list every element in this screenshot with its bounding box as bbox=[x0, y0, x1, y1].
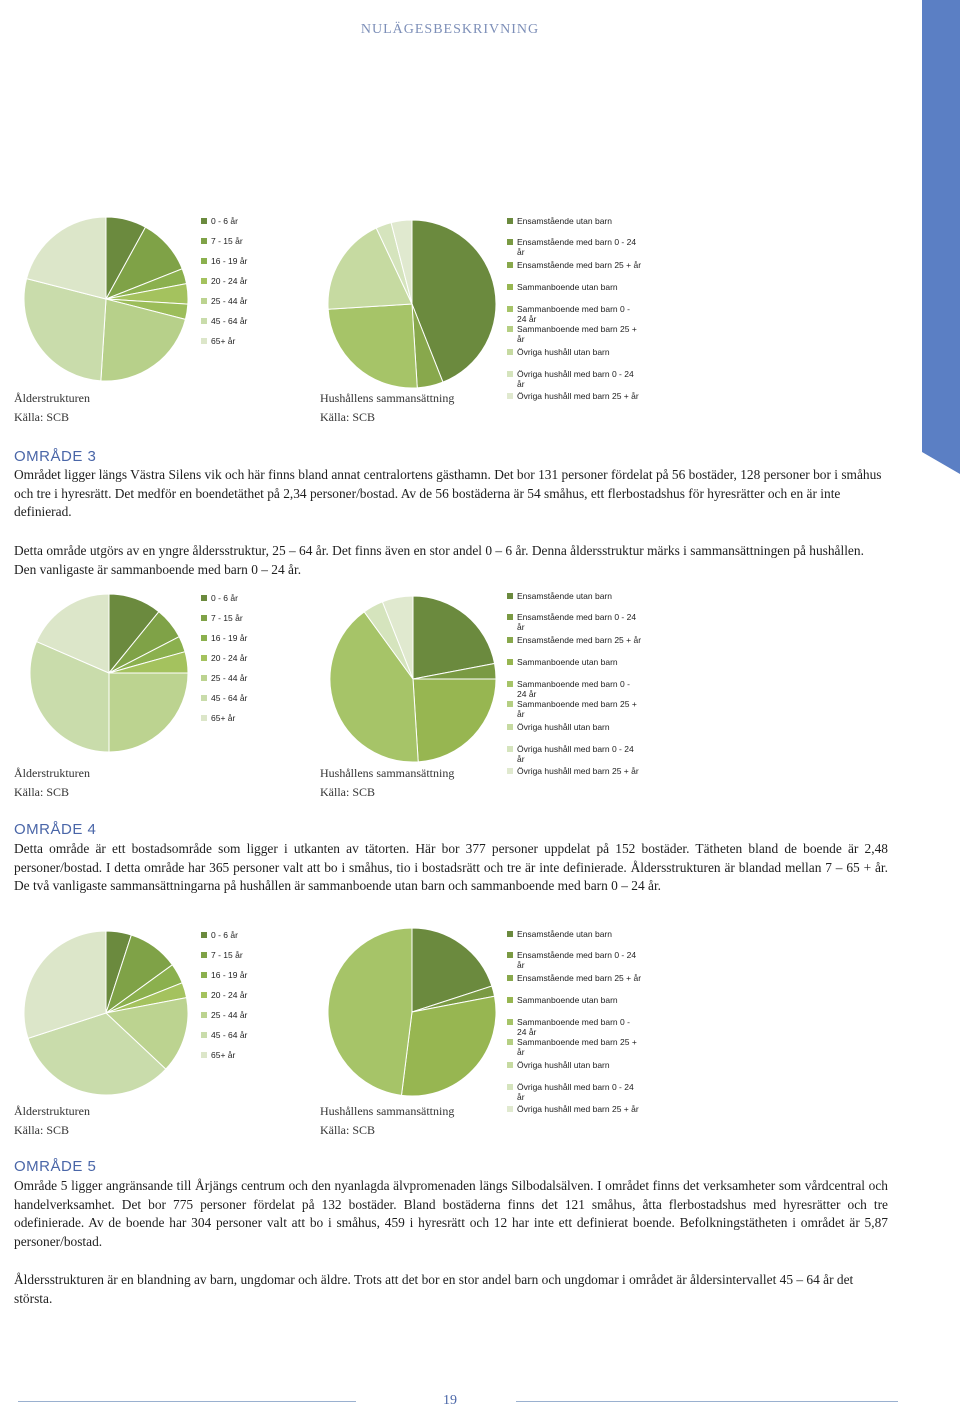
legend-swatch bbox=[507, 306, 513, 312]
legend-label: Övriga hushåll med barn 0 - 24 bbox=[517, 743, 634, 754]
legend-label: 0 - 6 år bbox=[211, 592, 238, 603]
legend-label: Sammanboende med barn 0 - bbox=[517, 678, 630, 689]
legend-item bbox=[507, 928, 612, 939]
legend-swatch bbox=[201, 278, 207, 284]
paragraph: Området ligger längs Västra Silens vik och här finns bland annat centralortens gästhamn. Det bor 131 personer fördelat på 56 bostäder, 128 personer bor i småhus och tre i hyresrätt. Det medför en boendetäthet på 2,34 personer/bostad. Av de 56 bostäderna är 54 småhus, ett flerbostadshus för hyresrätter och en är inte definierad. bbox=[14, 467, 882, 519]
legend-item bbox=[201, 255, 247, 266]
legend-item bbox=[507, 1081, 634, 1102]
legend-item bbox=[507, 1016, 630, 1037]
legend-item bbox=[507, 698, 637, 719]
household-pie-chart-area-3 bbox=[328, 594, 498, 764]
section-title-area-3: OMRÅDE 3 bbox=[14, 448, 97, 465]
legend-label-continued: år bbox=[517, 753, 525, 764]
legend-swatch bbox=[201, 1032, 207, 1038]
legend-item bbox=[201, 295, 247, 306]
legend-label: 65+ år bbox=[211, 712, 236, 723]
legend-item bbox=[507, 323, 637, 344]
legend-label: Ensamstående med barn 0 - 24 bbox=[517, 236, 637, 247]
legend-swatch bbox=[507, 975, 513, 981]
legend-label: Ensamstående med barn 25 + år bbox=[517, 634, 642, 645]
legend-swatch bbox=[507, 593, 513, 599]
legend-label: 0 - 6 år bbox=[211, 929, 238, 940]
source-label: Källa: SCB bbox=[14, 1123, 70, 1137]
legend-label: 20 - 24 år bbox=[211, 652, 248, 663]
legend-label: Ensamstående med barn 25 + år bbox=[517, 972, 642, 983]
legend-swatch bbox=[201, 318, 207, 324]
legend-item bbox=[507, 721, 610, 732]
legend-item bbox=[507, 281, 618, 292]
household-pie-chart-area-4 bbox=[326, 926, 498, 1098]
legend-swatch bbox=[507, 284, 513, 290]
age-chart-title: Ålderstrukturen bbox=[14, 391, 90, 405]
chart-caption bbox=[14, 1102, 90, 1140]
legend-item bbox=[201, 235, 243, 246]
legend-label: Sammanboende med barn 0 - bbox=[517, 303, 630, 314]
legend-item bbox=[507, 590, 612, 601]
legend-label: Övriga hushåll med barn 25 + år bbox=[517, 1103, 639, 1114]
legend-swatch bbox=[201, 715, 207, 721]
legend-item bbox=[201, 969, 247, 980]
legend-label: Ensamstående med barn 0 - 24 bbox=[517, 611, 637, 622]
legend-item bbox=[507, 994, 618, 1005]
chart-caption bbox=[14, 389, 90, 427]
legend-label: 25 - 44 år bbox=[211, 1009, 248, 1020]
legend-label: Sammanboende med barn 25 + bbox=[517, 698, 637, 709]
legend-label: 16 - 19 år bbox=[211, 969, 248, 980]
legend-label: 45 - 64 år bbox=[211, 692, 248, 703]
legend-swatch bbox=[507, 931, 513, 937]
legend-label-continued: 24 år bbox=[517, 313, 537, 324]
legend-label-continued: år bbox=[517, 621, 525, 632]
legend-item bbox=[201, 1029, 247, 1040]
legend-label: 45 - 64 år bbox=[211, 315, 248, 326]
legend-swatch bbox=[507, 637, 513, 643]
paragraph: Område 5 ligger angränsande till Årjängs centrum och den nyanlagda älvpromenaden längs Silbodalsälven. I området finns det verksamheter som vårdcentral och handelverksamhet. Det bor 775 personer fördelat på 132 bostäder. Bland bostäderna finns det 121 småhus, åtta flerbostadshus med hyresrätter och tre odefinierade. Av de boende har 304 personer valt att bo i småhus, 459 i hyresrätt och 12 har inte ett definierat boende. Befolkningstätheten i området är 5,87 personer/bostad. bbox=[14, 1178, 888, 1249]
legend-item bbox=[507, 303, 630, 324]
legend-swatch bbox=[201, 1052, 207, 1058]
legend-item bbox=[507, 259, 641, 270]
legend-swatch bbox=[507, 371, 513, 377]
chart-caption bbox=[320, 764, 454, 802]
source-label: Källa: SCB bbox=[320, 1123, 376, 1137]
legend-swatch bbox=[201, 258, 207, 264]
legend-item bbox=[507, 236, 636, 257]
legend-label: Ensamstående utan barn bbox=[517, 928, 612, 939]
legend-label: Övriga hushåll med barn 25 + år bbox=[517, 765, 639, 776]
legend-label: Övriga hushåll utan barn bbox=[517, 721, 610, 732]
legend-item bbox=[507, 346, 610, 357]
household-legend bbox=[507, 928, 657, 1118]
legend-label-continued: 24 år bbox=[517, 1026, 537, 1037]
legend-item bbox=[507, 634, 641, 645]
legend-label: 20 - 24 år bbox=[211, 989, 248, 1000]
legend-item bbox=[507, 743, 634, 764]
paragraph: Detta område är ett bostadsområde som ligger i utkanten av tätorten. Här bor 377 personer uppdelat på 152 bostäder. Tätheten bland de boende är 2,48 personer/bostad. I detta område har 365 personer valt att bo i småhus, tio i bostadsrätt och tre är inte definierade. Åldersstrukturen är blandad mellan 7 – 65 + år. De två vanligaste sammansättningarna på hushållen är sammanboende utan barn och sammanboende med barn 0 – 24 år. bbox=[14, 841, 888, 893]
age-pie-chart-area-4 bbox=[22, 929, 190, 1097]
legend-label: Övriga hushåll utan barn bbox=[517, 346, 610, 357]
legend-item bbox=[507, 390, 639, 401]
legend-label: Sammanboende utan barn bbox=[517, 281, 618, 292]
legend-item bbox=[201, 632, 247, 643]
legend-label: 25 - 44 år bbox=[211, 295, 248, 306]
legend-item bbox=[201, 612, 243, 623]
chart-caption bbox=[320, 1102, 454, 1140]
pie-slice bbox=[328, 304, 417, 388]
legend-label: Sammanboende med barn 25 + bbox=[517, 1036, 637, 1047]
legend-label: Ensamstående utan barn bbox=[517, 590, 612, 601]
legend-swatch bbox=[507, 614, 513, 620]
legend-item bbox=[201, 712, 235, 723]
legend-label-continued: år bbox=[517, 708, 525, 719]
legend-swatch bbox=[507, 681, 513, 687]
legend-swatch bbox=[507, 997, 513, 1003]
legend-swatch bbox=[201, 615, 207, 621]
pie-slice bbox=[413, 679, 496, 762]
source-label: Källa: SCB bbox=[14, 410, 70, 424]
legend-swatch bbox=[201, 655, 207, 661]
legend-label: Sammanboende utan barn bbox=[517, 656, 618, 667]
legend-label: 0 - 6 år bbox=[211, 215, 238, 226]
legend-item bbox=[201, 335, 235, 346]
legend-label: 25 - 44 år bbox=[211, 672, 248, 683]
legend-swatch bbox=[507, 1062, 513, 1068]
source-label: Källa: SCB bbox=[14, 785, 70, 799]
legend-swatch bbox=[201, 695, 207, 701]
legend-label: Sammanboende med barn 25 + bbox=[517, 323, 637, 334]
legend-label-continued: år bbox=[517, 1091, 525, 1102]
legend-label: 7 - 15 år bbox=[211, 949, 243, 960]
chart-caption bbox=[320, 389, 454, 427]
legend-item bbox=[201, 949, 243, 960]
legend-item bbox=[507, 678, 630, 699]
legend-swatch bbox=[201, 972, 207, 978]
page-header: NULÄGESBESKRIVNING bbox=[360, 22, 540, 37]
household-chart-title: Hushållens sammansättning bbox=[320, 766, 455, 780]
legend-item bbox=[201, 929, 238, 940]
legend-swatch bbox=[507, 239, 513, 245]
legend-item bbox=[201, 275, 247, 286]
age-pie-chart-area-3 bbox=[28, 592, 190, 754]
legend-label: Sammanboende utan barn bbox=[517, 994, 618, 1005]
pie-slice bbox=[401, 996, 496, 1096]
legend-item bbox=[507, 972, 641, 983]
household-chart-title: Hushållens sammansättning bbox=[320, 1104, 455, 1118]
legend-item bbox=[201, 989, 247, 1000]
legend-item bbox=[507, 215, 612, 226]
legend-label: 16 - 19 år bbox=[211, 255, 248, 266]
legend-swatch bbox=[507, 349, 513, 355]
legend-label: 7 - 15 år bbox=[211, 235, 243, 246]
legend-item bbox=[507, 949, 636, 970]
household-pie-chart-area-2 bbox=[326, 218, 498, 390]
paragraph: Åldersstrukturen är en blandning av barn, ungdomar och äldre. Trots att det bor en stor andel barn och ungdomar i området är åldersintervallet 45 – 64 år det största. bbox=[14, 1272, 854, 1306]
legend-label-continued: år bbox=[517, 333, 525, 344]
age-pie-chart-area-2 bbox=[22, 215, 190, 383]
household-legend bbox=[507, 215, 657, 405]
legend-item bbox=[201, 1049, 235, 1060]
legend-item bbox=[507, 611, 636, 632]
legend-label: 16 - 19 år bbox=[211, 632, 248, 643]
section-title-area-4: OMRÅDE 4 bbox=[14, 821, 97, 838]
paragraph: Detta område utgörs av en yngre åldersstruktur, 25 – 64 år. Det finns även en stor andel 0 – 6 år. Denna åldersstruktur märks i sammansättningen på hushållen. Den vanligaste är sammanboende med barn 0 – 24 år. bbox=[14, 543, 864, 577]
age-legend bbox=[201, 592, 311, 732]
source-label: Källa: SCB bbox=[320, 410, 376, 424]
legend-label: Ensamstående utan barn bbox=[517, 215, 612, 226]
legend-swatch bbox=[201, 952, 207, 958]
legend-label-continued: år bbox=[517, 959, 525, 970]
legend-swatch bbox=[507, 393, 513, 399]
age-chart-title: Ålderstrukturen bbox=[14, 766, 90, 780]
age-legend bbox=[201, 215, 311, 355]
legend-label-continued: 24 år bbox=[517, 688, 537, 699]
age-chart-title: Ålderstrukturen bbox=[14, 1104, 90, 1118]
legend-item bbox=[201, 692, 247, 703]
legend-item bbox=[507, 765, 639, 776]
legend-item bbox=[201, 592, 238, 603]
legend-swatch bbox=[507, 659, 513, 665]
legend-item bbox=[201, 1009, 247, 1020]
legend-swatch bbox=[507, 1106, 513, 1112]
legend-item bbox=[201, 672, 247, 683]
legend-swatch bbox=[201, 635, 207, 641]
legend-label: 45 - 64 år bbox=[211, 1029, 248, 1040]
legend-swatch bbox=[507, 262, 513, 268]
legend-swatch bbox=[507, 746, 513, 752]
legend-label: Övriga hushåll med barn 0 - 24 bbox=[517, 1081, 634, 1092]
legend-label-continued: år bbox=[517, 378, 525, 389]
legend-swatch bbox=[507, 1019, 513, 1025]
legend-swatch bbox=[201, 932, 207, 938]
legend-item bbox=[201, 315, 247, 326]
legend-item bbox=[507, 368, 634, 389]
legend-swatch bbox=[507, 952, 513, 958]
legend-swatch bbox=[507, 1084, 513, 1090]
legend-swatch bbox=[507, 1039, 513, 1045]
legend-item bbox=[507, 1103, 639, 1114]
legend-label: 65+ år bbox=[211, 335, 236, 346]
legend-swatch bbox=[507, 768, 513, 774]
legend-label: 7 - 15 år bbox=[211, 612, 243, 623]
legend-swatch bbox=[201, 238, 207, 244]
legend-swatch bbox=[201, 595, 207, 601]
legend-item bbox=[507, 1036, 637, 1057]
legend-label: Ensamstående med barn 0 - 24 bbox=[517, 949, 637, 960]
household-legend bbox=[507, 590, 657, 780]
source-label: Källa: SCB bbox=[320, 785, 376, 799]
section-title-area-5: OMRÅDE 5 bbox=[14, 1158, 97, 1175]
legend-swatch bbox=[201, 298, 207, 304]
page-number: 19 bbox=[443, 1393, 457, 1408]
legend-label-continued: år bbox=[517, 246, 525, 257]
legend-item bbox=[507, 656, 618, 667]
household-chart-title: Hushållens sammansättning bbox=[320, 391, 455, 405]
legend-swatch bbox=[201, 675, 207, 681]
legend-swatch bbox=[507, 701, 513, 707]
legend-item bbox=[201, 215, 238, 226]
legend-item bbox=[507, 1059, 610, 1070]
legend-label: 20 - 24 år bbox=[211, 275, 248, 286]
legend-swatch bbox=[201, 992, 207, 998]
legend-label: Sammanboende med barn 0 - bbox=[517, 1016, 630, 1027]
legend-swatch bbox=[507, 326, 513, 332]
chart-caption bbox=[14, 764, 90, 802]
legend-item bbox=[201, 652, 247, 663]
legend-label: Övriga hushåll med barn 0 - 24 bbox=[517, 368, 634, 379]
legend-label: Övriga hushåll med barn 25 + år bbox=[517, 390, 639, 401]
legend-swatch bbox=[507, 218, 513, 224]
legend-label-continued: år bbox=[517, 1046, 525, 1057]
legend-swatch bbox=[201, 1012, 207, 1018]
legend-label: 65+ år bbox=[211, 1049, 236, 1060]
legend-swatch bbox=[201, 338, 207, 344]
legend-label: Ensamstående med barn 25 + år bbox=[517, 259, 642, 270]
age-legend bbox=[201, 929, 311, 1069]
side-tab-decoration bbox=[922, 0, 960, 474]
legend-swatch bbox=[201, 218, 207, 224]
pie-slice bbox=[328, 928, 412, 1095]
legend-swatch bbox=[507, 724, 513, 730]
legend-label: Övriga hushåll utan barn bbox=[517, 1059, 610, 1070]
pie-slice bbox=[109, 673, 188, 752]
